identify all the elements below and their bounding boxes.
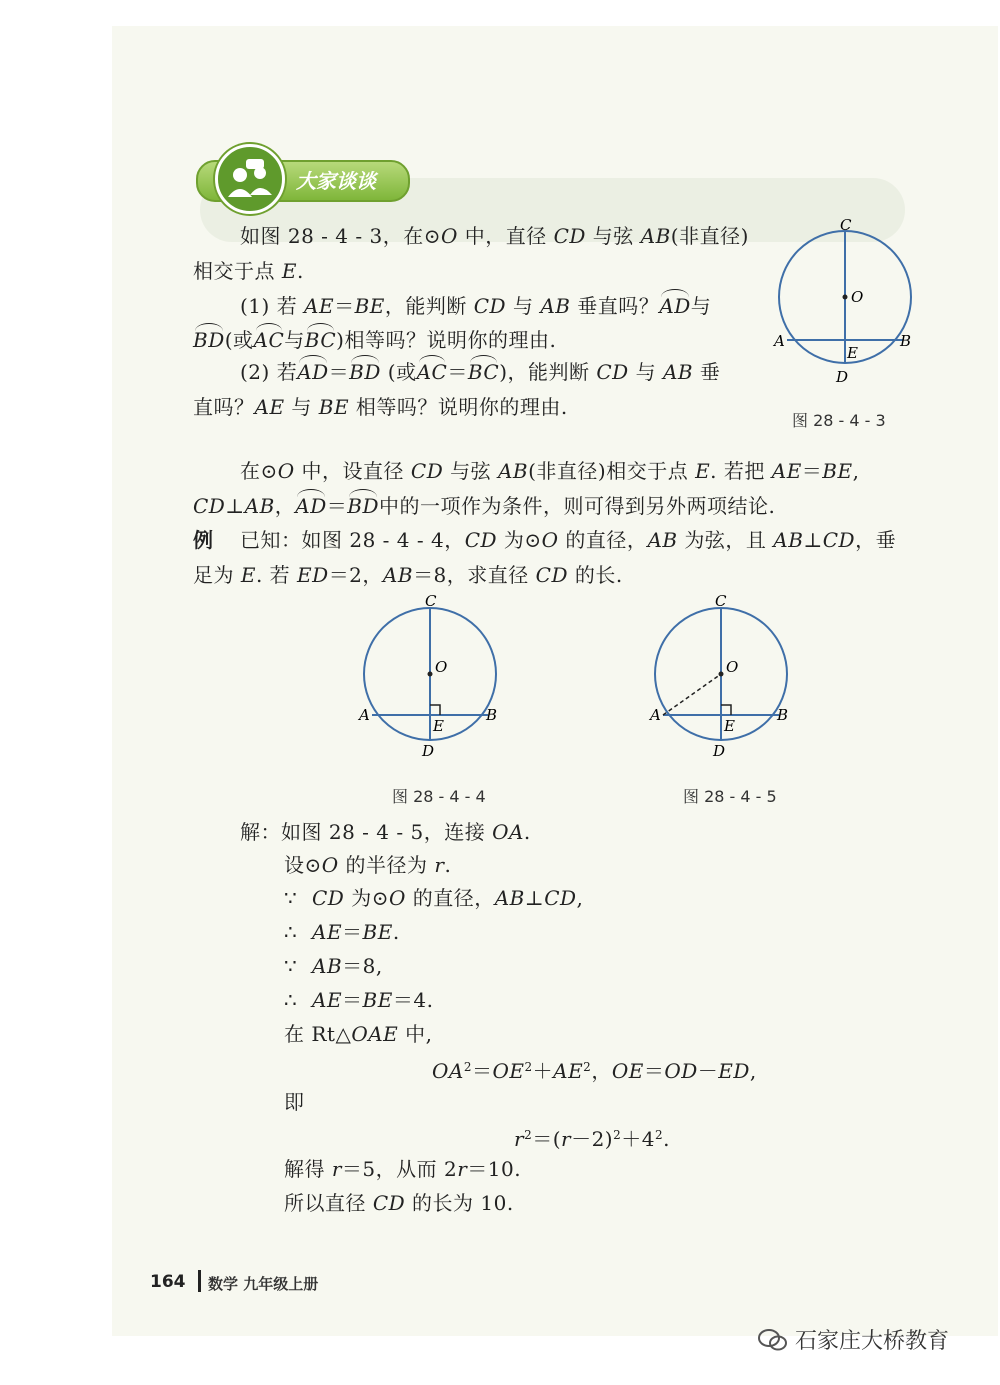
solution-line-5: ∵ AB＝8, <box>284 954 383 978</box>
question-2-line-1: (2) 若AD＝BD (或AC＝BC)，能判断 CD 与 AB 垂 <box>240 360 721 384</box>
figure-28-4-3-caption: 图 28 - 4 - 3 <box>792 411 886 430</box>
example-label: 例 <box>193 528 214 552</box>
question-2-line-2: 直吗？AE 与 BE 相等吗？说明你的理由. <box>193 395 568 419</box>
solution-line-4: ∴ AE＝BE. <box>284 920 400 944</box>
solution-line-7: 在 Rt△OAE 中, <box>284 1022 433 1046</box>
figure-28-4-5 <box>645 588 805 763</box>
figure-28-4-4 <box>355 588 515 763</box>
fig3-label-E: E <box>847 344 858 362</box>
fig3-label-A: A <box>774 332 785 350</box>
fig5-label-C: C <box>715 592 727 610</box>
fig4-label-D: D <box>422 742 435 760</box>
fig5-label-D: D <box>713 742 726 760</box>
fig3-label-B: B <box>900 332 912 350</box>
watermark-text: 石家庄大桥教育 <box>795 1329 950 1354</box>
fig4-label-C: C <box>425 592 437 610</box>
fig3-label-O: O <box>851 288 864 306</box>
solution-line-11: 解得 r＝5，从而 2r＝10. <box>284 1157 522 1181</box>
footer-divider <box>198 1270 201 1292</box>
example-line-2: 足为 E. 若 ED＝2，AB＝8，求直径 CD 的长. <box>193 563 623 587</box>
fig4-label-O: O <box>435 658 448 676</box>
conclusion-line-1: 在⊙O 中，设直径 CD 与弦 AB(非直径)相交于点 E. 若把 AE＝BE, <box>240 459 860 483</box>
discussion-line-1: 如图 28 - 4 - 3，在⊙O 中，直径 CD 与弦 AB(非直径) <box>240 224 749 248</box>
conclusion-line-2: CD⊥AB，AD＝BD中的一项作为条件，则可得到另外两项结论. <box>193 494 776 518</box>
solution-line-12: 所以直径 CD 的长为 10. <box>284 1191 514 1215</box>
fig4-label-E: E <box>433 717 444 735</box>
solution-line-9: 即 <box>284 1090 305 1114</box>
fig5-label-E: E <box>724 717 735 735</box>
question-1-line-2: BD(或AC与BC)相等吗？说明你的理由. <box>193 328 557 352</box>
solution-line-6: ∴ AE＝BE＝4. <box>284 988 434 1012</box>
fig3-label-D: D <box>836 368 849 386</box>
wechat-icon <box>758 1328 788 1352</box>
solution-equation-2: $r^2=(r-2)^2+4^2$. <box>514 1127 670 1151</box>
example-line-1: 已知：如图 28 - 4 - 4，CD 为⊙O 的直径，AB 为弦，且 AB⊥CD，垂 <box>240 528 897 552</box>
solution-line-3: ∵ CD 为⊙O 的直径，AB⊥CD, <box>284 886 584 910</box>
header-title: 大家谈谈 <box>296 169 376 193</box>
page-number: 164 <box>150 1272 186 1292</box>
solution-line-2: 设⊙O 的半径为 r. <box>284 853 452 877</box>
fig4-label-A: A <box>359 706 370 724</box>
figure-28-4-5-caption: 图 28 - 4 - 5 <box>683 787 777 806</box>
fig4-label-B: B <box>486 706 498 724</box>
fig3-label-C: C <box>840 216 852 234</box>
discussion-line-2: 相交于点 E. <box>193 259 304 283</box>
fig5-label-O: O <box>726 658 739 676</box>
fig5-label-B: B <box>777 706 789 724</box>
question-1-line-1: (1) 若 AE＝BE，能判断 CD 与 AB 垂直吗？AD与 <box>240 294 712 318</box>
figure-28-4-4-caption: 图 28 - 4 - 4 <box>392 787 486 806</box>
book-title: 数学 九年级上册 <box>208 1275 319 1293</box>
fig5-label-A: A <box>650 706 661 724</box>
solution-line-1: 解：如图 28 - 4 - 5，连接 OA. <box>240 820 531 844</box>
discussion-people-icon <box>215 144 285 214</box>
figure-28-4-3 <box>770 212 920 387</box>
solution-equation-1: $OA^2=OE^2+AE^2$，OE＝OD－ED, <box>432 1059 757 1083</box>
